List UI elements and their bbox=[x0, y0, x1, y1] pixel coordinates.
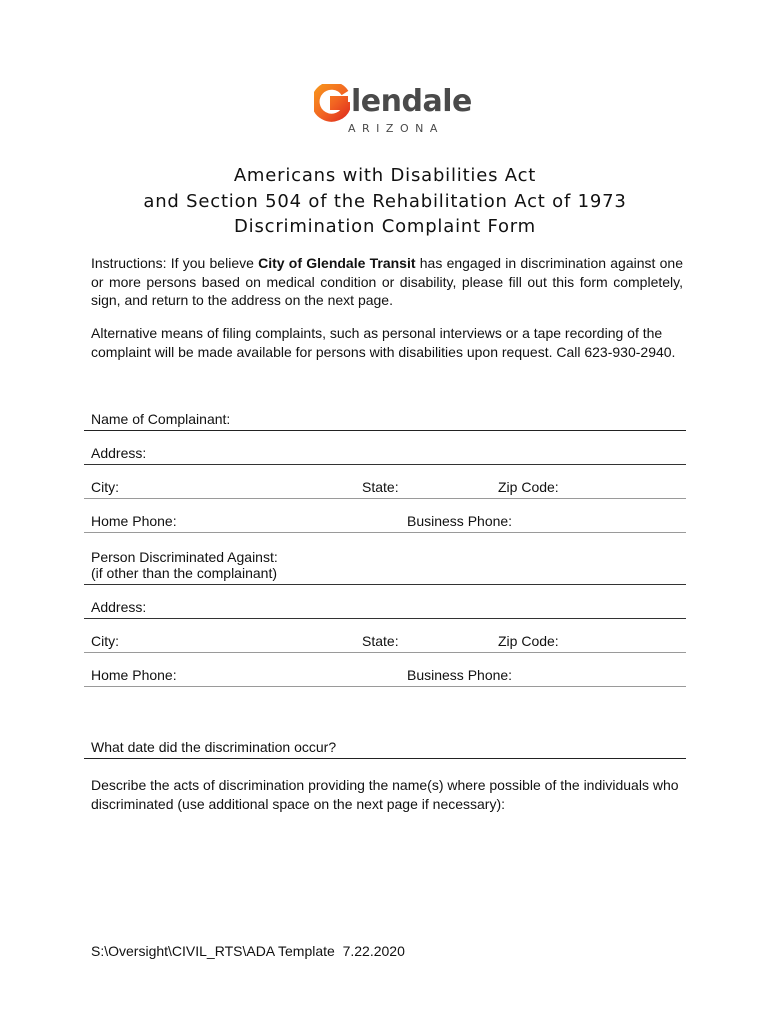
name-of-complainant-field[interactable] bbox=[84, 408, 686, 431]
form-title-line-3: Discrimination Complaint Form bbox=[233, 216, 536, 237]
complainant-address-field[interactable] bbox=[84, 442, 686, 465]
complainant-zip-label: Zip Code: bbox=[498, 479, 559, 495]
person-home-phone-label: Home Phone: bbox=[91, 667, 177, 683]
person-discriminated-label-line-2: (if other than the complainant) bbox=[91, 565, 277, 581]
complainant-city-label: City: bbox=[91, 479, 119, 495]
person-city-state-zip-row bbox=[84, 630, 686, 653]
person-city-label: City: bbox=[91, 633, 119, 649]
describe-acts-prompt: Describe the acts of discrimination providing the name(s) where possible of the individuals who discriminated (use additional space on the next page if necessary): bbox=[91, 777, 679, 812]
footer-file-path: S:\Oversight\CIVIL_RTS\ADA Template 7.22.2020 bbox=[91, 943, 405, 959]
instructions-paragraph bbox=[91, 254, 683, 310]
instructions-suffix: has engaged in discrimination against one or more persons based on medical condition or disability, please fill out this form completely, sign, and return to the address on the next page. bbox=[91, 255, 683, 308]
instructions-prefix: Instructions: If you believe bbox=[91, 255, 259, 271]
form-title-line-1: Americans with Disabilities Act bbox=[233, 165, 537, 186]
alternative-means-paragraph: Alternative means of filing complaints, such as personal interviews or a tape recording of the complaint will be made available for persons with disabilities upon request. Call 623-930-2940. bbox=[91, 325, 676, 360]
complainant-city-state-zip-row bbox=[84, 476, 686, 499]
person-discriminated-field[interactable] bbox=[84, 562, 686, 585]
person-state-label: State: bbox=[362, 633, 399, 649]
person-phone-row bbox=[84, 664, 686, 687]
complainant-address-label: Address: bbox=[91, 445, 147, 461]
person-business-phone-label: Business Phone: bbox=[407, 667, 513, 683]
person-address-field[interactable] bbox=[84, 596, 686, 619]
discrimination-date-field[interactable] bbox=[84, 736, 686, 759]
glendale-g-mark-icon bbox=[314, 84, 350, 122]
complainant-home-phone-label: Home Phone: bbox=[91, 513, 177, 529]
complainant-phone-row bbox=[84, 510, 686, 533]
name-of-complainant-label: Name of Complainant: bbox=[91, 411, 231, 427]
person-zip-label: Zip Code: bbox=[498, 633, 559, 649]
instructions-entity: City of Glendale Transit bbox=[258, 255, 416, 271]
glendale-logo bbox=[314, 84, 484, 136]
logo-subtitle: ARIZONA bbox=[348, 122, 444, 135]
person-address-label: Address: bbox=[91, 599, 147, 615]
discrimination-date-label: What date did the discrimination occur? bbox=[91, 739, 337, 755]
form-title-line-2: and Section 504 of the Rehabilitation Act of 1973 bbox=[143, 191, 627, 212]
logo-wordmark: lendale bbox=[351, 84, 472, 119]
person-discriminated-label-line-1: Person Discriminated Against: bbox=[91, 549, 278, 565]
complainant-business-phone-label: Business Phone: bbox=[407, 513, 513, 529]
complainant-state-label: State: bbox=[362, 479, 399, 495]
